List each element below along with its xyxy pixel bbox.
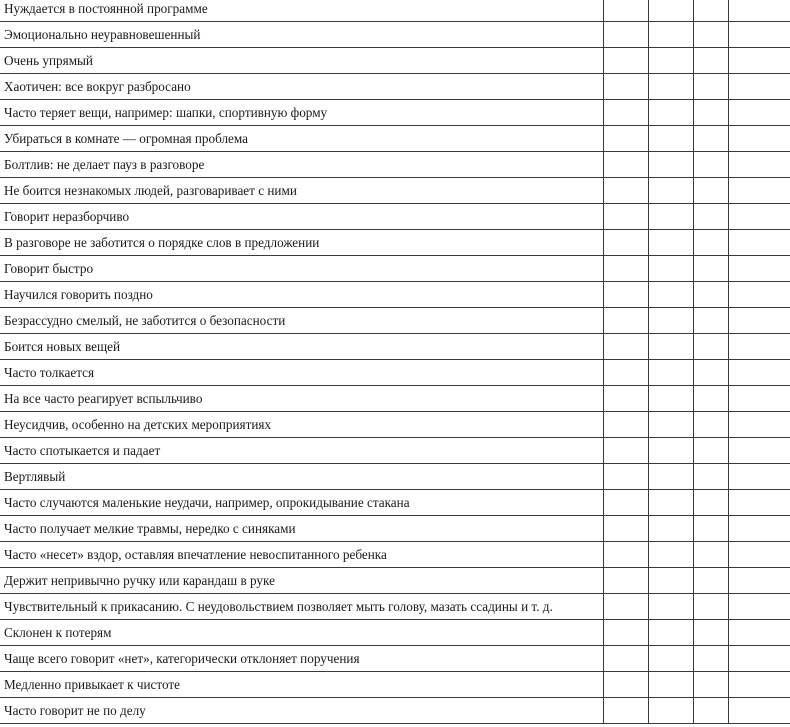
row-statement: Говорит быстро [0, 256, 603, 282]
checklist-row [0, 568, 790, 594]
rating-cell-1[interactable] [603, 646, 648, 672]
rating-cell-3[interactable] [693, 438, 728, 464]
row-statement: Нуждается в постоянной программе [0, 0, 603, 22]
rating-cell-2[interactable] [648, 230, 693, 256]
rating-cell-1[interactable] [603, 386, 648, 412]
rating-cell-3[interactable] [693, 126, 728, 152]
row-statement: Хаотичен: все вокруг разбросано [0, 74, 603, 100]
checklist-row [0, 256, 790, 282]
rating-cell-2[interactable] [648, 0, 693, 22]
row-statement: Эмоционально неуравновешенный [0, 22, 603, 48]
rating-cell-2[interactable] [648, 22, 693, 48]
row-statement: Боится новых вещей [0, 334, 603, 360]
rating-cell-4[interactable] [728, 438, 790, 464]
rating-cell-1[interactable] [603, 672, 648, 698]
checklist-row [0, 490, 790, 516]
row-statement: Часто толкается [0, 360, 603, 386]
rating-cell-3[interactable] [693, 620, 728, 646]
rating-cell-4[interactable] [728, 152, 790, 178]
rating-cell-4[interactable] [728, 464, 790, 490]
checklist-row [0, 698, 790, 724]
rating-cell-3[interactable] [693, 308, 728, 334]
rating-cell-3[interactable] [693, 204, 728, 230]
checklist-row [0, 672, 790, 698]
checklist-row [0, 620, 790, 646]
rating-cell-3[interactable] [693, 386, 728, 412]
rating-cell-3[interactable] [693, 48, 728, 74]
row-statement: Часто получает мелкие травмы, нередко с синяками [0, 516, 603, 542]
rating-cell-2[interactable] [648, 672, 693, 698]
row-statement: Очень упрямый [0, 48, 603, 74]
rating-cell-2[interactable] [648, 438, 693, 464]
checklist-row [0, 126, 790, 152]
rating-cell-4[interactable] [728, 178, 790, 204]
row-statement: Часто «несет» вздор, оставляя впечатление невоспитанного ребенка [0, 542, 603, 568]
row-statement: Научился говорить поздно [0, 282, 603, 308]
row-statement: Убираться в комнате — огромная проблема [0, 126, 603, 152]
rating-cell-2[interactable] [648, 48, 693, 74]
rating-cell-1[interactable] [603, 126, 648, 152]
rating-cell-2[interactable] [648, 100, 693, 126]
row-statement: Медленно привыкает к чистоте [0, 672, 603, 698]
rating-cell-1[interactable] [603, 74, 648, 100]
checklist-row [0, 386, 790, 412]
rating-cell-3[interactable] [693, 594, 728, 620]
rating-cell-1[interactable] [603, 412, 648, 438]
rating-cell-3[interactable] [693, 698, 728, 724]
row-statement: Вертлявый [0, 464, 603, 490]
rating-cell-3[interactable] [693, 490, 728, 516]
rating-cell-3[interactable] [693, 152, 728, 178]
rating-cell-2[interactable] [648, 464, 693, 490]
checklist-row [0, 100, 790, 126]
rating-cell-1[interactable] [603, 152, 648, 178]
rating-cell-1[interactable] [603, 490, 648, 516]
rating-cell-4[interactable] [728, 620, 790, 646]
row-statement: Неусидчив, особенно на детских мероприятиях [0, 412, 603, 438]
row-statement: В разговоре не заботится о порядке слов в предложении [0, 230, 603, 256]
rating-cell-4[interactable] [728, 230, 790, 256]
rating-cell-3[interactable] [693, 646, 728, 672]
rating-cell-2[interactable] [648, 542, 693, 568]
rating-cell-4[interactable] [728, 308, 790, 334]
rating-cell-2[interactable] [648, 490, 693, 516]
rating-cell-2[interactable] [648, 178, 693, 204]
rating-cell-2[interactable] [648, 256, 693, 282]
rating-cell-2[interactable] [648, 594, 693, 620]
checklist-row [0, 152, 790, 178]
rating-cell-4[interactable] [728, 0, 790, 22]
row-statement: Часто теряет вещи, например: шапки, спортивную форму [0, 100, 603, 126]
checklist-row [0, 74, 790, 100]
rating-cell-1[interactable] [603, 438, 648, 464]
rating-cell-4[interactable] [728, 74, 790, 100]
rating-cell-4[interactable] [728, 698, 790, 724]
checklist-row [0, 438, 790, 464]
checklist-row [0, 282, 790, 308]
rating-cell-4[interactable] [728, 672, 790, 698]
rating-cell-1[interactable] [603, 178, 648, 204]
rating-cell-4[interactable] [728, 48, 790, 74]
rating-cell-2[interactable] [648, 126, 693, 152]
checklist-row [0, 334, 790, 360]
rating-cell-2[interactable] [648, 620, 693, 646]
checklist-row [0, 412, 790, 438]
rating-cell-2[interactable] [648, 74, 693, 100]
rating-cell-4[interactable] [728, 204, 790, 230]
rating-cell-3[interactable] [693, 412, 728, 438]
rating-cell-4[interactable] [728, 360, 790, 386]
rating-cell-4[interactable] [728, 646, 790, 672]
rating-cell-1[interactable] [603, 100, 648, 126]
rating-cell-2[interactable] [648, 334, 693, 360]
row-statement: Чувствительный к прикасанию. С неудовольствием позволяет мыть голову, мазать ссадины и т. д. [0, 594, 603, 620]
rating-cell-1[interactable] [603, 516, 648, 542]
rating-cell-1[interactable] [603, 334, 648, 360]
rating-cell-1[interactable] [603, 204, 648, 230]
row-statement: На все часто реагирует вспыльчиво [0, 386, 603, 412]
row-statement: Болтлив: не делает пауз в разговоре [0, 152, 603, 178]
rating-cell-2[interactable] [648, 204, 693, 230]
rating-cell-4[interactable] [728, 126, 790, 152]
rating-cell-2[interactable] [648, 282, 693, 308]
rating-cell-4[interactable] [728, 594, 790, 620]
rating-cell-4[interactable] [728, 542, 790, 568]
rating-cell-1[interactable] [603, 0, 648, 22]
rating-cell-2[interactable] [648, 308, 693, 334]
rating-cell-3[interactable] [693, 672, 728, 698]
row-statement: Часто случаются маленькие неудачи, например, опрокидывание стакана [0, 490, 603, 516]
checklist-row [0, 542, 790, 568]
rating-cell-1[interactable] [603, 282, 648, 308]
checklist-row [0, 48, 790, 74]
rating-cell-4[interactable] [728, 490, 790, 516]
row-statement: Склонен к потерям [0, 620, 603, 646]
rating-cell-3[interactable] [693, 282, 728, 308]
checklist-row [0, 516, 790, 542]
rating-cell-1[interactable] [603, 698, 648, 724]
rating-cell-3[interactable] [693, 360, 728, 386]
rating-cell-4[interactable] [728, 22, 790, 48]
rating-cell-3[interactable] [693, 256, 728, 282]
rating-cell-4[interactable] [728, 412, 790, 438]
rating-cell-3[interactable] [693, 464, 728, 490]
checklist-row [0, 360, 790, 386]
rating-cell-3[interactable] [693, 0, 728, 22]
rating-cell-1[interactable] [603, 542, 648, 568]
rating-cell-4[interactable] [728, 100, 790, 126]
checklist-row [0, 178, 790, 204]
rating-cell-1[interactable] [603, 568, 648, 594]
row-statement: Не боится незнакомых людей, разговаривает с ними [0, 178, 603, 204]
rating-cell-1[interactable] [603, 256, 648, 282]
rating-cell-3[interactable] [693, 516, 728, 542]
checklist-row [0, 22, 790, 48]
rating-cell-1[interactable] [603, 360, 648, 386]
rating-cell-1[interactable] [603, 230, 648, 256]
rating-cell-3[interactable] [693, 22, 728, 48]
rating-cell-2[interactable] [648, 152, 693, 178]
rating-cell-2[interactable] [648, 386, 693, 412]
row-statement: Часто говорит не по делу [0, 698, 603, 724]
rating-cell-4[interactable] [728, 568, 790, 594]
rating-cell-1[interactable] [603, 308, 648, 334]
rating-cell-4[interactable] [728, 334, 790, 360]
rating-cell-2[interactable] [648, 568, 693, 594]
rating-cell-3[interactable] [693, 74, 728, 100]
rating-cell-4[interactable] [728, 386, 790, 412]
checklist-row [0, 230, 790, 256]
rating-cell-2[interactable] [648, 516, 693, 542]
rating-cell-4[interactable] [728, 282, 790, 308]
checklist-row [0, 0, 790, 22]
row-statement: Безрассудно смелый, не заботится о безопасности [0, 308, 603, 334]
checklist-row [0, 646, 790, 672]
rating-cell-3[interactable] [693, 178, 728, 204]
checklist-row [0, 464, 790, 490]
rating-cell-1[interactable] [603, 620, 648, 646]
row-statement: Чаще всего говорит «нет», категорически отклоняет поручения [0, 646, 603, 672]
rating-cell-1[interactable] [603, 594, 648, 620]
rating-cell-1[interactable] [603, 22, 648, 48]
rating-cell-2[interactable] [648, 646, 693, 672]
rating-cell-3[interactable] [693, 100, 728, 126]
row-statement: Говорит неразборчиво [0, 204, 603, 230]
checklist-row [0, 594, 790, 620]
rating-cell-2[interactable] [648, 698, 693, 724]
rating-cell-4[interactable] [728, 256, 790, 282]
rating-cell-3[interactable] [693, 542, 728, 568]
rating-cell-2[interactable] [648, 360, 693, 386]
row-statement: Держит непривычно ручку или карандаш в руке [0, 568, 603, 594]
rating-cell-3[interactable] [693, 334, 728, 360]
row-statement: Часто спотыкается и падает [0, 438, 603, 464]
checklist-row [0, 204, 790, 230]
rating-cell-1[interactable] [603, 464, 648, 490]
rating-cell-4[interactable] [728, 516, 790, 542]
rating-cell-3[interactable] [693, 568, 728, 594]
rating-cell-2[interactable] [648, 412, 693, 438]
rating-cell-1[interactable] [603, 48, 648, 74]
checklist-row [0, 308, 790, 334]
rating-cell-3[interactable] [693, 230, 728, 256]
